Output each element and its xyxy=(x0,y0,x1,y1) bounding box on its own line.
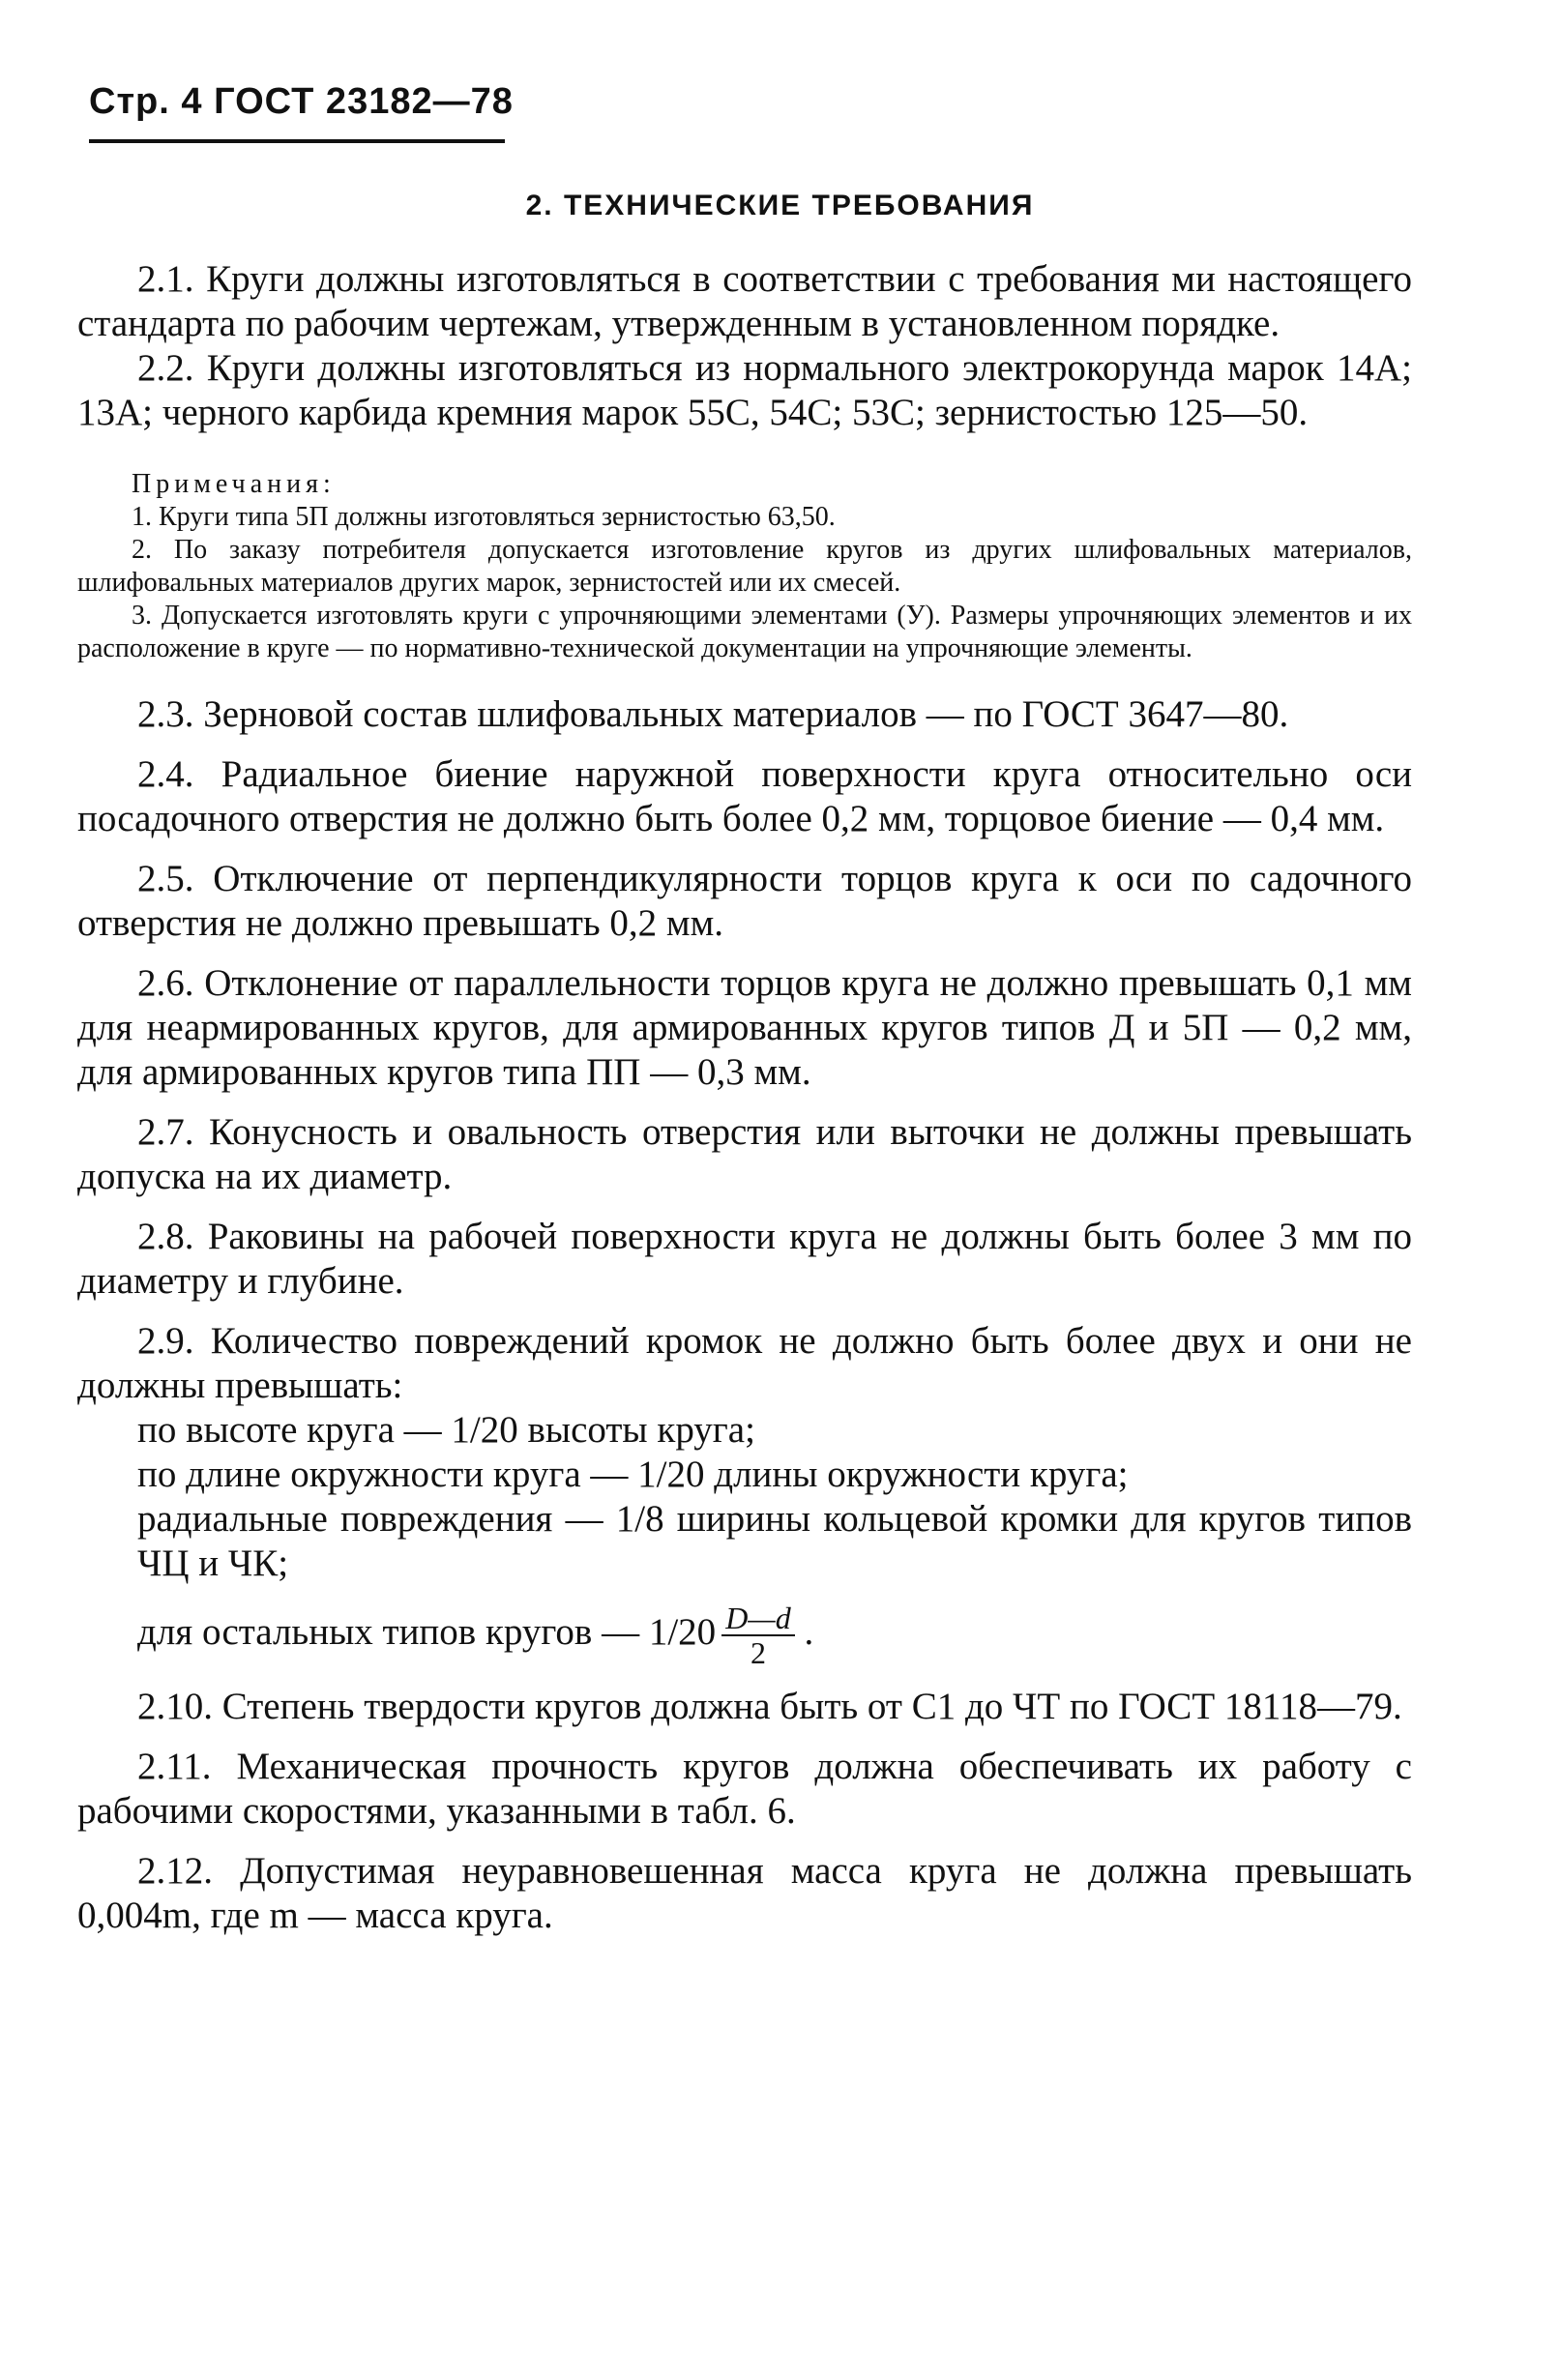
clause-2-11: 2.11. Механическая прочность кругов должна обеспечивать их работу с рабочими скоростями, указанными в табл. 6. xyxy=(77,1746,1412,1832)
clause-2-5: 2.5. Отключение от перпендикулярности торцов круга к оси по садочного отверстия не должно превышать 0,2 мм. xyxy=(77,858,1412,944)
clause-2-1: 2.1. Круги должны изготовляться в соответствии с требования ми настоящего стандарта по рабочим чертежам, утвержденным в установленном порядке. xyxy=(77,258,1412,344)
body-text xyxy=(77,257,1412,1938)
notes-label: Примечания: xyxy=(132,469,336,499)
fraction-numerator: D—d xyxy=(721,1601,795,1636)
clause-2-6: 2.6. Отклонение от параллельности торцов круга не должно превышать 0,1 мм для неармированных кругов, для армированных кругов типов Д и 5П — 0,2 мм, для армированных кругов типа ПП — 0,3 мм. xyxy=(77,962,1412,1093)
clause-2-7: 2.7. Конусность и овальность отверстия или выточки не должны превышать допуска на их диаметр. xyxy=(77,1111,1412,1197)
clause-2-2: 2.2. Круги должны изготовляться из нормального электрокорунда марок 14А; 13А; черного карбида кремния марок 55С, 54С; 53С; зернистостью 125—50. xyxy=(77,347,1412,433)
note-3: 3. Допускается изготовлять круги с упрочняющими элементами (У). Размеры упрочняющих элементов и их расположение в круге — по нормативно-технической документации на упрочняющие элементы. xyxy=(77,601,1412,663)
header-rule xyxy=(89,139,505,143)
clause-2-9-other-text: для остальных типов кругов — 1/20 xyxy=(137,1610,717,1653)
note-1: 1. Круги типа 5П должны изготовляться зернистостью 63,50. xyxy=(132,502,836,532)
clause-2-12: 2.12. Допустимая неуравновешенная масса круга не должна превышать 0,004m, где m — масса круга. xyxy=(77,1850,1412,1936)
clause-2-4: 2.4. Радиальное биение наружной поверхности круга относительно оси посадочного отверстия не должно быть более 0,2 мм, торцовое биение — 0,4 мм. xyxy=(77,753,1412,839)
clause-2-9-item-other xyxy=(77,1601,1412,1669)
note-2: 2. По заказу потребителя допускается изготовление кругов из других шлифовальных материалов, шлифовальных материалов других марок, зернистостей или их смесей. xyxy=(77,535,1412,598)
clause-2-9: 2.9. Количество повреждений кромок не должно быть более двух и они не должны превышать: xyxy=(77,1320,1412,1406)
clause-2-10: 2.10. Степень твердости кругов должна быть от С1 до ЧТ по ГОСТ 18118—79. xyxy=(137,1686,1402,1727)
clause-2-9-item-height: по высоте круга — 1/20 высоты круга; xyxy=(137,1409,755,1451)
clause-2-9-item-radial: радиальные повреждения — 1/8 ширины кольцевой кромки для кругов типов ЧЦ и ЧК; xyxy=(137,1498,1412,1584)
clause-2-9-other-end: . xyxy=(804,1610,814,1653)
clause-2-9-item-circumference: по длине окружности круга — 1/20 длины окружности круга; xyxy=(137,1454,1129,1495)
clause-2-3: 2.3. Зерновой состав шлифовальных материалов — по ГОСТ 3647—80. xyxy=(137,693,1289,735)
notes-block xyxy=(77,468,1412,665)
clause-2-8: 2.8. Раковины на рабочей поверхности круга не должны быть более 3 мм по диаметру и глубине. xyxy=(77,1216,1412,1302)
running-head: Стр. 4 ГОСТ 23182—78 xyxy=(89,81,514,122)
section-title: 2. ТЕХНИЧЕСКИЕ ТРЕБОВАНИЯ xyxy=(525,190,1035,221)
fraction-denominator: 2 xyxy=(750,1635,766,1670)
fraction-formula xyxy=(721,1601,795,1669)
